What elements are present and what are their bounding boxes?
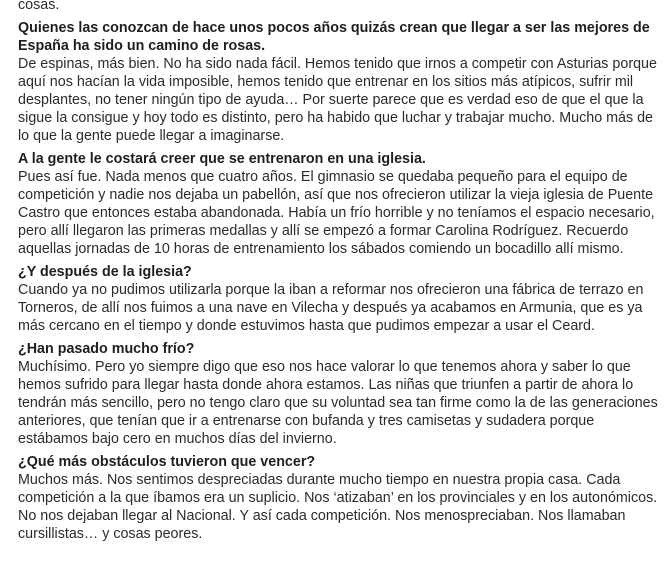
interview-question: ¿Han pasado mucho frío? [18,341,195,357]
interview-answer: Pues así fue. Nada menos que cuatro años. El gimnasio se quedaba pequeño para el equipo de competición y nadie nos dejaba un pabellón, así que nos ofrecieron utilizar la vieja iglesia de Puente Castro que entonces estaba abandonada. Había un frío horrible y no teníamos el espacio necesario, pero allí llegaron las primeras medallas y allí se empezó a formar Carolina Rodríguez. Recuerdo aquellas jornadas de 10 horas de entrenamiento los sábados comiendo un bocadillo allí mismo. [18,169,655,257]
qa-block [18,340,658,448]
qa-block [18,150,658,258]
article-body [18,0,658,548]
lead-fragment: cosas. [18,0,60,13]
interview-answer: Cuando ya no pudimos utilizarla porque la iban a reformar nos ofrecieron una fábrica de terrazo en Torneros, de allí nos fuimos a una nave en Vilecha y después ya acabamos en Armunia, que es ya más cercano en el tiempo y donde estuvimos hasta que pudimos empezar a usar el Ceard. [18,282,644,334]
qa-block [18,263,658,335]
interview-question: ¿Y después de la iglesia? [18,264,192,280]
interview-answer: De espinas, más bien. No ha sido nada fácil. Hemos tenido que irnos a competir con Asturias porque aquí nos hacían la vida imposible, hemos tenido que entrenar en los sitios más atípicos, sufrir mil desplantes, no tener ningún tipo de ayuda… Por suerte parece que es verdad eso de que el que la sigue la consigue y hoy todo es distinto, pero ha habido que luchar y trabajar mucho. Mucho más de lo que la gente puede llegar a imaginarse. [18,56,657,144]
interview-answer: Muchísimo. Pero yo siempre digo que eso nos hace valorar lo que tenemos ahora y saber lo que hemos sufrido para llegar hasta donde ahora estamos. Las niñas que triunfen a partir de ahora lo tendrán más sencillo, pero no tengo claro que su voluntad sea tan firme como la de las generaciones anteriores, que tenían que ir a entrenarse con bufanda y tres camisetas y sudadera porque estábamos bajo cero en muchos días del invierno. [18,359,658,447]
interview-question: Quienes las conozcan de hace unos pocos años quizás crean que llegar a ser las mejores de España ha sido un camino de rosas. [18,20,650,54]
qa-block [18,453,658,543]
interview-answer: Muchos más. Nos sentimos despreciadas durante mucho tiempo en nuestra propia casa. Cada competición a la que íbamos era un suplicio. Nos ‘atizaban’ en los provinciales y en los autonómicos. No nos dejaban llegar al Nacional. Y así cada competición. Nos menospreciaban. Nos llamaban cursillistas… y cosas peores. [18,472,658,542]
interview-question: A la gente le costará creer que se entrenaron en una iglesia. [18,151,426,167]
interview-question: ¿Qué más obstáculos tuvieron que vencer? [18,454,316,470]
qa-block [18,19,658,145]
